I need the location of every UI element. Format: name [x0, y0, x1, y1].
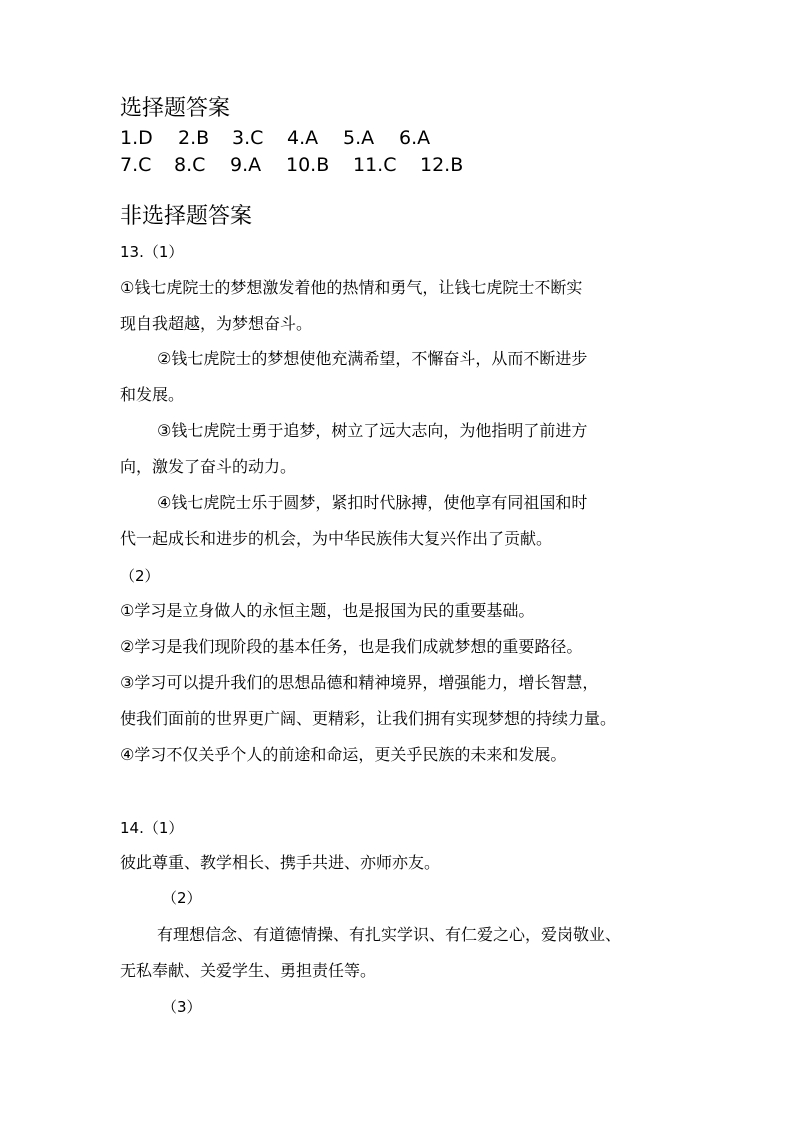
mc-answer: 8.C [174, 154, 206, 176]
q13-p1-item3-line1: ③钱七虎院士勇于追梦，树立了远大志向，为他指明了前进方 [157, 421, 588, 440]
q13-p1-item3-line2: 向，激发了奋斗的动力。 [120, 457, 297, 476]
q14-part1-text: 彼此尊重、教学相长、携手共进、亦师亦友。 [120, 853, 441, 872]
q13-p1-item2-line2: 和发展。 [120, 385, 185, 404]
q13-p2-item1: ①学习是立身做人的永恒主题，也是报国为民的重要基础。 [120, 601, 535, 620]
q13-p1-item1-line1: ①钱七虎院士的梦想激发着他的热情和勇气，让钱七虎院士不断实 [120, 278, 583, 297]
q14-part2-label: （2） [162, 889, 202, 907]
mc-answers-row-1 [120, 126, 455, 150]
mc-answer: 11.C [353, 154, 397, 176]
mc-answer: 2.B [178, 127, 210, 149]
q13-p1-item4-line2: 代一起成长和进步的机会，为中华民族伟大复兴作出了贡献。 [120, 529, 553, 548]
nonmc-section-title: 非选择题答案 [120, 204, 253, 229]
q13-p1-item4-line1: ④钱七虎院士乐于圆梦，紧扣时代脉搏，使他享有同祖国和时 [157, 493, 588, 512]
q14-part3-label: （3） [162, 998, 202, 1016]
mc-answers-row-2 [120, 153, 476, 177]
mc-answer: 6.A [399, 127, 431, 149]
mc-answer: 12.B [420, 154, 464, 176]
mc-answer: 10.B [286, 154, 330, 176]
q14-part2-line1: 有理想信念、有道德情操、有扎实学识、有仁爱之心，爱岗敬业、 [157, 925, 622, 944]
mc-section-title: 选择题答案 [120, 96, 231, 121]
q14-label: 14.（1） [120, 819, 184, 837]
q14-part2-line2: 无私奉献、关爱学生、勇担责任等。 [120, 961, 377, 980]
mc-answer: 5.A [343, 127, 375, 149]
q13-part2-label: （2） [120, 567, 160, 585]
mc-answer: 7.C [120, 154, 152, 176]
q13-label: 13.（1） [120, 243, 184, 261]
mc-answer: 4.A [287, 127, 319, 149]
q13-p2-item2: ②学习是我们现阶段的基本任务，也是我们成就梦想的重要路径。 [120, 637, 583, 656]
q13-p2-item3-line1: ③学习可以提升我们的思想品德和精神境界，增强能力，增长智慧， [120, 673, 599, 692]
q13-p2-item4: ④学习不仅关乎个人的前途和命运，更关乎民族的未来和发展。 [120, 745, 567, 764]
q13-p1-item1-line2: 现自我超越，为梦想奋斗。 [120, 314, 313, 333]
q13-p1-item2-line1: ②钱七虎院士的梦想使他充满希望，不懈奋斗，从而不断进步 [157, 349, 588, 368]
mc-answer: 9.A [230, 154, 262, 176]
mc-answer: 1.D [120, 127, 153, 149]
q13-p2-item3-line2: 使我们面前的世界更广阔、更精彩，让我们拥有实现梦想的持续力量。 [120, 709, 617, 728]
mc-answer: 3.C [232, 127, 264, 149]
